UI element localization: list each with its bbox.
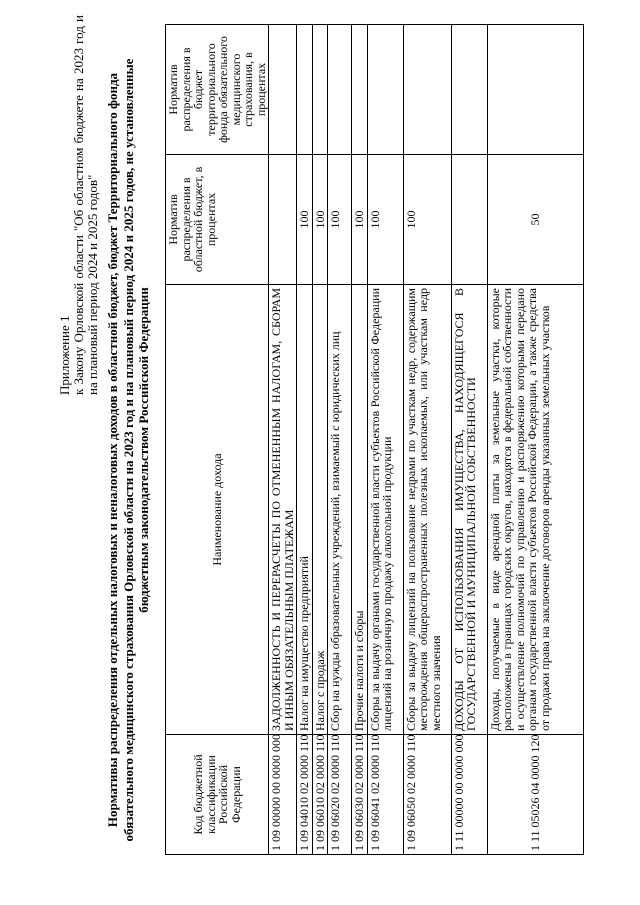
row-name: Прочие налоги и сборы — [352, 285, 368, 735]
row-tfoms-norm — [367, 25, 403, 155]
row-name: Доходы, получаемые в виде арендной платы за земельные участки, которые расположены в границах городских округов, находятся в федеральной собственности и осуществление полномочий по управлению и распоряжению которыми передано органам государственной власти субъектов Российской Федерации, а также средства от продажи права на заключение договоров аренды указанных земельных участков — [487, 285, 583, 735]
table-header-row — [166, 25, 269, 855]
header-code: Код бюджетной классификации Российской Федерации — [166, 735, 269, 855]
row-regional-norm: 100 — [312, 155, 328, 285]
table-row — [297, 25, 313, 855]
row-code: 1 09 04010 02 0000 110 — [297, 735, 313, 855]
row-regional-norm — [451, 155, 487, 285]
header-name: Наименование дохода — [166, 285, 269, 735]
table-row — [367, 25, 403, 855]
row-regional-norm: 100 — [403, 155, 451, 285]
row-code: 1 11 05026 04 0000 120 — [487, 735, 583, 855]
header-tfoms-norm: Норматив распределения в бюджет территориального фонда обязательного медицинского страхования, в процентах — [166, 25, 269, 155]
row-code: 1 09 06041 02 0000 110 — [367, 735, 403, 855]
table-row — [328, 25, 352, 855]
header-regional-norm: Норматив распределения в областной бюджет, в процентах — [166, 155, 269, 285]
row-name: ЗАДОЛЖЕННОСТЬ И ПЕРЕРАСЧЕТЫ ПО ОТМЕНЕННЫМ НАЛОГАМ, СБОРАМ И ИНЫМ ОБЯЗАТЕЛЬНЫМ ПЛАТЕЖАМ — [269, 285, 297, 735]
appendix-block — [58, 15, 100, 395]
appendix-law-reference: к Закону Орловской области "Об областном бюджете на 2023 год и на плановый период 2024 и 2025 годов" — [71, 15, 100, 395]
row-code: 1 09 06020 02 0000 110 — [328, 735, 352, 855]
row-name: Сбор на нужды образовательных учреждений, взимаемый с юридических лиц — [328, 285, 352, 735]
norms-table — [165, 24, 584, 855]
row-code: 1 09 06010 02 0000 110 — [312, 735, 328, 855]
table-row — [269, 25, 297, 855]
table-row — [487, 25, 583, 855]
row-tfoms-norm — [487, 25, 583, 155]
row-name: ДОХОДЫ ОТ ИСПОЛЬЗОВАНИЯ ИМУЩЕСТВА, НАХОДЯЩЕГОСЯ В ГОСУДАРСТВЕННОЙ И МУНИЦИПАЛЬНОЙ СОБСТВЕННОСТИ — [451, 285, 487, 735]
row-name: Налог с продаж — [312, 285, 328, 735]
table-row — [451, 25, 487, 855]
row-regional-norm: 100 — [328, 155, 352, 285]
row-tfoms-norm — [403, 25, 451, 155]
row-tfoms-norm — [269, 25, 297, 155]
table-row — [312, 25, 328, 855]
row-tfoms-norm — [328, 25, 352, 155]
row-regional-norm — [269, 155, 297, 285]
row-name: Сборы за выдачу органами государственной власти субъектов Российской Федерации лицензий на розничную продажу алкогольной продукции — [367, 285, 403, 735]
row-tfoms-norm — [297, 25, 313, 155]
document-heading: Нормативы распределения отдельных налоговых и неналоговых доходов в областной бюджет, бюджет Территориального фонда обязательного медицинского страхования Орловской области на 2023 год и на плановый период 2024 и 2025 годов, не установленные бюджетным законодательством Российской Федерации — [105, 58, 151, 842]
row-name: Налог на имущество предприятий — [297, 285, 313, 735]
row-tfoms-norm — [352, 25, 368, 155]
row-code: 1 09 06030 02 0000 110 — [352, 735, 368, 855]
row-code: 1 09 06050 02 0000 110 — [403, 735, 451, 855]
row-tfoms-norm — [451, 25, 487, 155]
row-code: 1 11 00000 00 0000 000 — [451, 735, 487, 855]
row-regional-norm: 50 — [487, 155, 583, 285]
row-regional-norm: 100 — [297, 155, 313, 285]
row-tfoms-norm — [312, 25, 328, 155]
table-row — [352, 25, 368, 855]
row-name: Сборы за выдачу лицензий на пользование недрами по участкам недр, содержащим месторождения общераспространенных полезных ископаемых, или участкам недр местного значения — [403, 285, 451, 735]
row-regional-norm: 100 — [352, 155, 368, 285]
table-row — [403, 25, 451, 855]
row-code: 1 09 00000 00 0000 000 — [269, 735, 297, 855]
appendix-number: Приложение 1 — [57, 315, 72, 395]
row-regional-norm: 100 — [367, 155, 403, 285]
